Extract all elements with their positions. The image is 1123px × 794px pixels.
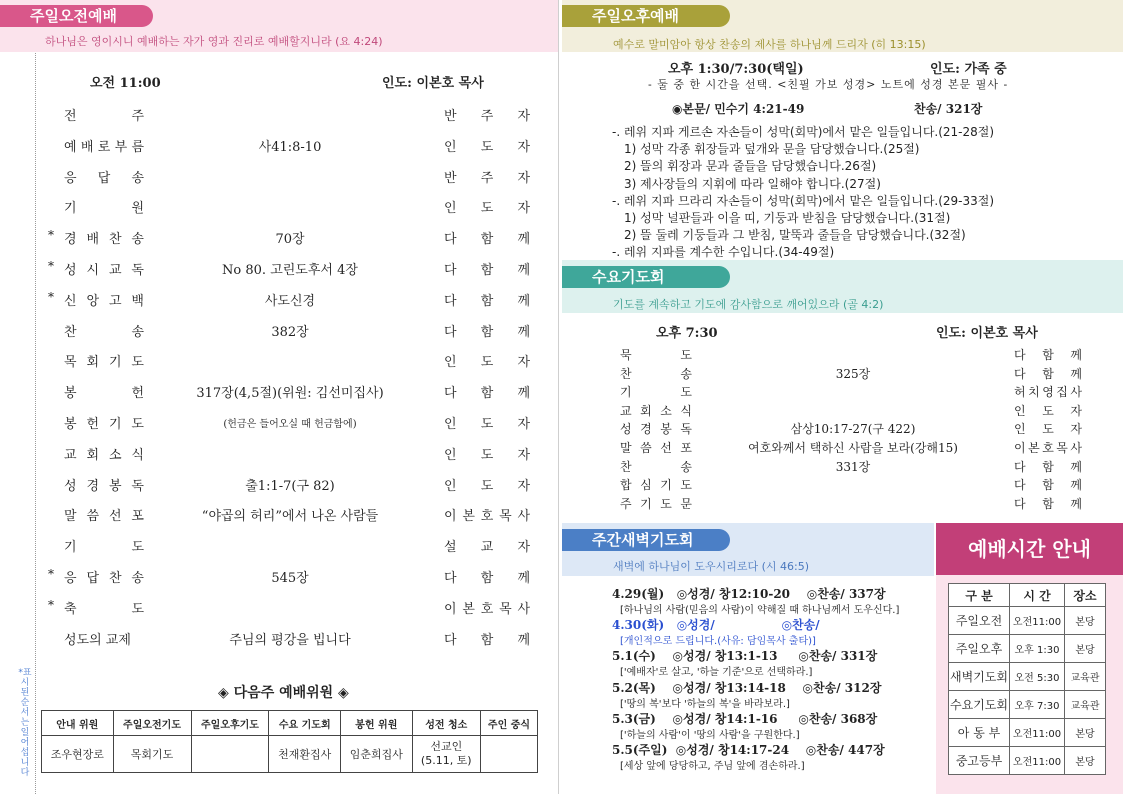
wednesday-time: 오후 7:30 — [656, 326, 718, 341]
schedule-header: 시 간 — [1010, 584, 1065, 607]
order-item-detail: 317장(4,5절)(위원: 김선미집사) — [196, 386, 384, 402]
order-row — [40, 627, 550, 649]
order-row — [40, 319, 550, 341]
order-item-detail: 70장 — [275, 232, 305, 248]
order-item-detail: 545장 — [271, 571, 309, 586]
sunday-morning-time: 오전 11:00 — [90, 76, 161, 91]
dawn-title: 주간새벽기도회 — [562, 529, 730, 551]
order-item-leader: 인 도 자 — [444, 201, 530, 217]
dawn-entry-theme: ['땅의 복'보다 '하늘의 복'을 바라보라.] — [620, 698, 790, 710]
page-fold-divider — [558, 0, 559, 794]
standing-mark: * — [48, 597, 54, 612]
schedule-place: 본당 — [1065, 747, 1106, 775]
schedule-time: 오전 5:30 — [1010, 663, 1065, 691]
order-item-label: 신 앙 고 백 — [64, 293, 144, 309]
order-row — [40, 103, 550, 125]
schedule-row — [949, 663, 1106, 691]
order-item-leader: 다 함 께 — [444, 232, 530, 248]
dawn-entry-theme: [하나님의 사람(믿음의 사람)이 약해질 때 하나님께서 도우신다.] — [620, 605, 900, 616]
outline-line: 1) 성막 널판들과 이을 띠, 기둥과 받침을 담당했습니다.(31절) — [624, 211, 951, 225]
duty-header: 수요 기도회 — [269, 711, 341, 736]
dawn-entry-line: 5.3(금) ◎성경/ 창14:1-16 ◎찬송/ 368장 — [612, 711, 878, 726]
order-item-leader: 이 본 호 목 사 — [444, 509, 530, 525]
order-item-label: 교 회 소 식 — [64, 447, 144, 463]
dawn-entry-theme: ['하늘의 사람'이 '땅의 사람'을 구원한다.] — [620, 729, 800, 741]
dawn-entry-line: 5.2(목) ◎성경/ 창13:14-18 ◎찬송/ 312장 — [612, 680, 882, 695]
order-item-label: 봉 헌 기 도 — [64, 417, 144, 432]
wednesday-item-leader: 다 함 께 — [1014, 478, 1082, 493]
wednesday-item-detail: 삼상10:17-27(구 422) — [790, 422, 916, 437]
order-row — [40, 165, 550, 187]
duty-header: 주일오전기도 — [113, 711, 191, 736]
order-item-label: 응 답 송 — [64, 170, 144, 186]
order-item-detail: (헌금은 들어오실 때 헌금함에) — [223, 419, 357, 430]
schedule-row — [949, 607, 1106, 635]
wednesday-item-leader: 이 본 호 목 사 — [1014, 441, 1082, 455]
schedule-time: 오후 7:30 — [1010, 691, 1065, 719]
schedule-service: 수요기도회 — [949, 691, 1010, 719]
outline-line: 2) 뜰 둘레 기둥들과 그 받침, 말뚝과 줄들을 담당했습니다.(32절) — [624, 228, 966, 243]
outline-line: -. 레위 지파를 계수한 수입니다.(34-49절) — [612, 245, 835, 260]
duty-value: 조우현장로 — [42, 736, 114, 773]
order-row — [40, 411, 550, 433]
sunday-morning-title: 주일오전예배 — [0, 5, 153, 27]
dawn-entry-line: 5.1(수) ◎성경/ 창13:1-13 ◎찬송/ 331장 — [612, 649, 878, 664]
order-item-label: 응 답 찬 송 — [64, 571, 144, 586]
sunday-afternoon-title: 주일오후예배 — [562, 5, 730, 27]
order-item-label: 봉 헌 — [64, 386, 144, 402]
wednesday-item-label: 합 심 기 도 — [620, 478, 692, 493]
schedule-row — [949, 747, 1106, 775]
worship-time-title: 예배시간 안내 — [936, 523, 1123, 575]
order-item-label: 전 주 — [64, 109, 144, 124]
sunday-morning-leader: 인도: 이본호 목사 — [382, 76, 484, 91]
wednesday-item-label: 교 회 소 식 — [620, 403, 692, 418]
wednesday-item-leader: 허 치 영 집 사 — [1014, 385, 1082, 400]
order-item-detail: 382장 — [271, 324, 309, 340]
schedule-time: 오후 1:30 — [1010, 635, 1065, 663]
order-item-leader: 설 교 자 — [444, 540, 530, 556]
order-row — [40, 134, 550, 156]
schedule-header: 구 분 — [949, 584, 1010, 607]
wednesday-item-label: 기 도 — [620, 385, 692, 400]
duty-header: 주인 중식 — [480, 711, 537, 736]
schedule-service: 아 동 부 — [949, 719, 1010, 747]
order-row — [40, 380, 550, 402]
schedule-service: 주일오전 — [949, 607, 1010, 635]
wednesday-leader: 인도: 이본호 목사 — [936, 326, 1038, 341]
wednesday-item-label: 성 경 봉 독 — [620, 422, 692, 437]
order-row — [40, 565, 550, 587]
order-item-leader: 다 함 께 — [444, 263, 530, 278]
duty-header: 성전 청소 — [412, 711, 480, 736]
dawn-entry-line: 4.29(월) ◎성경/ 창12:10-20 ◎찬송/ 337장 — [612, 587, 886, 601]
schedule-service: 중고등부 — [949, 747, 1010, 775]
schedule-place: 교육관 — [1065, 663, 1106, 691]
standing-note: *표시된 순서는 일어섭니다 — [18, 668, 32, 778]
order-row — [40, 534, 550, 556]
order-item-leader: 다 함 께 — [444, 324, 530, 340]
wednesday-item-leader: 인 도 자 — [1014, 403, 1082, 418]
left-divider-line — [35, 53, 36, 794]
order-row — [40, 473, 550, 495]
schedule-row — [949, 691, 1106, 719]
wednesday-item-label: 찬 송 — [620, 459, 692, 474]
order-item-label: 목 회 기 도 — [64, 355, 144, 371]
order-item-label: 경 배 찬 송 — [64, 232, 144, 248]
dawn-entry-line: 4.30(화) ◎성경/ ◎찬송/ — [612, 618, 820, 633]
schedule-place: 본당 — [1065, 719, 1106, 747]
schedule-service: 새벽기도회 — [949, 663, 1010, 691]
outline-line: 1) 성막 각종 휘장들과 덮개와 문을 담당했습니다.(25절) — [624, 142, 920, 157]
order-row — [40, 349, 550, 371]
schedule-place: 본당 — [1065, 607, 1106, 635]
order-item-leader: 이 본 호 목 사 — [444, 601, 530, 617]
order-item-leader: 반 주 자 — [444, 109, 530, 124]
order-item-leader: 다 함 께 — [444, 632, 530, 648]
duty-value — [480, 736, 537, 773]
order-row — [40, 226, 550, 248]
wednesday-verse: 기도를 계속하고 기도에 감사함으로 깨어있으라 (골 4:2) — [613, 298, 884, 311]
duty-header: 봉헌 위원 — [341, 711, 413, 736]
dawn-entry-theme: ['예배자'로 살고, '하늘 기준'으로 선택하라.] — [620, 667, 813, 679]
duty-value-row — [42, 736, 538, 773]
order-item-leader: 인 도 자 — [444, 417, 530, 432]
order-item-detail: 출1:1-7(구 82) — [245, 478, 335, 494]
order-item-detail: 주님의 평강을 빕니다 — [229, 632, 351, 648]
order-item-label: 성 경 봉 독 — [64, 478, 144, 494]
order-item-detail: 사41:8-10 — [258, 139, 322, 155]
order-item-label: 성 시 교 독 — [64, 263, 144, 278]
duty-value: 목회기도 — [113, 736, 191, 773]
standing-mark: * — [48, 289, 54, 304]
schedule-time: 오전11:00 — [1010, 607, 1065, 635]
order-row — [40, 288, 550, 310]
schedule-header-row — [949, 584, 1106, 607]
sunday-afternoon-text: ◉본문/ 민수기 4:21-49 — [672, 102, 805, 116]
order-item-leader: 반 주 자 — [444, 170, 530, 186]
sunday-afternoon-verse: 예수로 말미암아 항상 찬송의 제사를 하나님께 드리자 (히 13:15) — [613, 38, 926, 51]
outline-line: 3) 제사장들의 지휘에 따라 일해야 합니다.(27절) — [624, 176, 881, 191]
schedule-row — [949, 635, 1106, 663]
duty-header-row — [42, 711, 538, 736]
standing-mark: * — [48, 228, 54, 243]
schedule-time: 오전11:00 — [1010, 747, 1065, 775]
wednesday-item-leader: 인 도 자 — [1014, 422, 1082, 437]
order-item-leader: 인 도 자 — [444, 478, 530, 494]
order-item-detail: No 80. 고린도후서 4장 — [222, 263, 358, 278]
wednesday-item-detail: 331장 — [835, 459, 871, 474]
order-item-leader: 인 도 자 — [444, 139, 530, 155]
order-item-leader: 인 도 자 — [444, 355, 530, 371]
outline-line: -. 레위 지파 게르손 자손들이 성막(회막)에서 맡은 일들입니다.(21-28절) — [612, 125, 995, 139]
wednesday-item-detail: 여호와께서 택하신 사람을 보라(강해15) — [748, 441, 958, 455]
dawn-entry-line: 5.5(주일) ◎성경/ 창14:17-24 ◎찬송/ 447장 — [612, 743, 885, 757]
schedule-place: 교육관 — [1065, 691, 1106, 719]
wednesday-item-label: 찬 송 — [620, 366, 692, 381]
schedule-place: 본당 — [1065, 635, 1106, 663]
outline-line: 2) 뜰의 휘장과 문과 줄들을 담당했습니다.26절) — [624, 159, 877, 174]
sunday-afternoon-time: 오후 1:30/7:30(택일) — [668, 62, 804, 77]
duty-value: 선교인 (5.11, 토) — [412, 736, 480, 773]
order-item-label: 기 원 — [64, 201, 144, 217]
order-item-label: 기 도 — [64, 540, 144, 556]
wednesday-item-label: 말 씀 선 포 — [620, 441, 692, 455]
wednesday-item-leader: 다 함 께 — [1014, 496, 1082, 511]
order-item-label: 축 도 — [64, 601, 144, 617]
schedule-time: 오전11:00 — [1010, 719, 1065, 747]
order-row — [40, 195, 550, 217]
sunday-afternoon-leader: 인도: 가족 중 — [930, 62, 1007, 77]
next-week-duty-title: ◈ 다음주 예배위원 ◈ — [218, 685, 349, 701]
order-row — [40, 257, 550, 279]
dawn-entry-theme: [세상 앞에 당당하고, 주님 앞에 겸손하라.] — [620, 761, 805, 772]
dawn-entry-theme: [개인적으로 드립니다.(사유: 담임목사 출타)] — [620, 636, 816, 648]
schedule-service: 주일오후 — [949, 635, 1010, 663]
wednesday-item-detail: 325장 — [835, 366, 871, 381]
outline-line: -. 레위 지파 므라리 자손들이 성막(회막)에서 맡은 일들입니다.(29-33절) — [612, 193, 995, 208]
order-item-leader: 다 함 께 — [444, 571, 530, 586]
schedule-header: 장소 — [1065, 584, 1106, 607]
wednesday-item-leader: 다 함 께 — [1014, 366, 1082, 381]
sunday-afternoon-hymn: 찬송/ 321장 — [914, 102, 983, 116]
wednesday-item-leader: 다 함 께 — [1014, 459, 1082, 474]
order-item-label: 말 씀 선 포 — [64, 509, 144, 525]
order-row — [40, 596, 550, 618]
order-item-detail: “야곱의 허리”에서 나온 사람들 — [201, 509, 379, 525]
wednesday-item-label: 주 기 도 문 — [620, 496, 692, 511]
order-row — [40, 503, 550, 525]
order-item-label: 성도의 교제 — [64, 632, 131, 648]
standing-mark: * — [48, 567, 54, 581]
duty-value: 임춘희집사 — [341, 736, 413, 773]
duty-header: 주일오후기도 — [191, 711, 269, 736]
order-row — [40, 442, 550, 464]
order-item-label: 찬 송 — [64, 324, 144, 340]
wednesday-item-leader: 다 함 께 — [1014, 348, 1082, 362]
dawn-verse: 새벽에 하나님이 도우시리로다 (시 46:5) — [613, 560, 810, 573]
schedule-row — [949, 719, 1106, 747]
wednesday-item-label: 묵 도 — [620, 348, 692, 362]
order-item-label: 예 배 로 부 름 — [64, 139, 144, 155]
order-item-detail: 사도신경 — [264, 293, 316, 309]
sunday-afternoon-note: - 둘 중 한 시간을 선택. <친필 가보 성경> 노트에 성경 본문 필사 - — [648, 78, 1009, 91]
order-item-leader: 다 함 께 — [444, 386, 530, 402]
next-week-duty-table — [41, 710, 538, 773]
duty-value — [191, 736, 269, 773]
worship-time-table — [948, 583, 1106, 775]
order-item-leader: 다 함 께 — [444, 293, 530, 309]
wednesday-title: 수요기도회 — [562, 266, 730, 288]
order-item-leader: 인 도 자 — [444, 447, 530, 463]
standing-mark: * — [48, 259, 54, 273]
sunday-morning-verse: 하나님은 영이시니 예배하는 자가 영과 진리로 예배할지니라 (요 4:24) — [45, 35, 383, 48]
duty-header: 안내 위원 — [42, 711, 114, 736]
duty-value: 천재환집사 — [269, 736, 341, 773]
